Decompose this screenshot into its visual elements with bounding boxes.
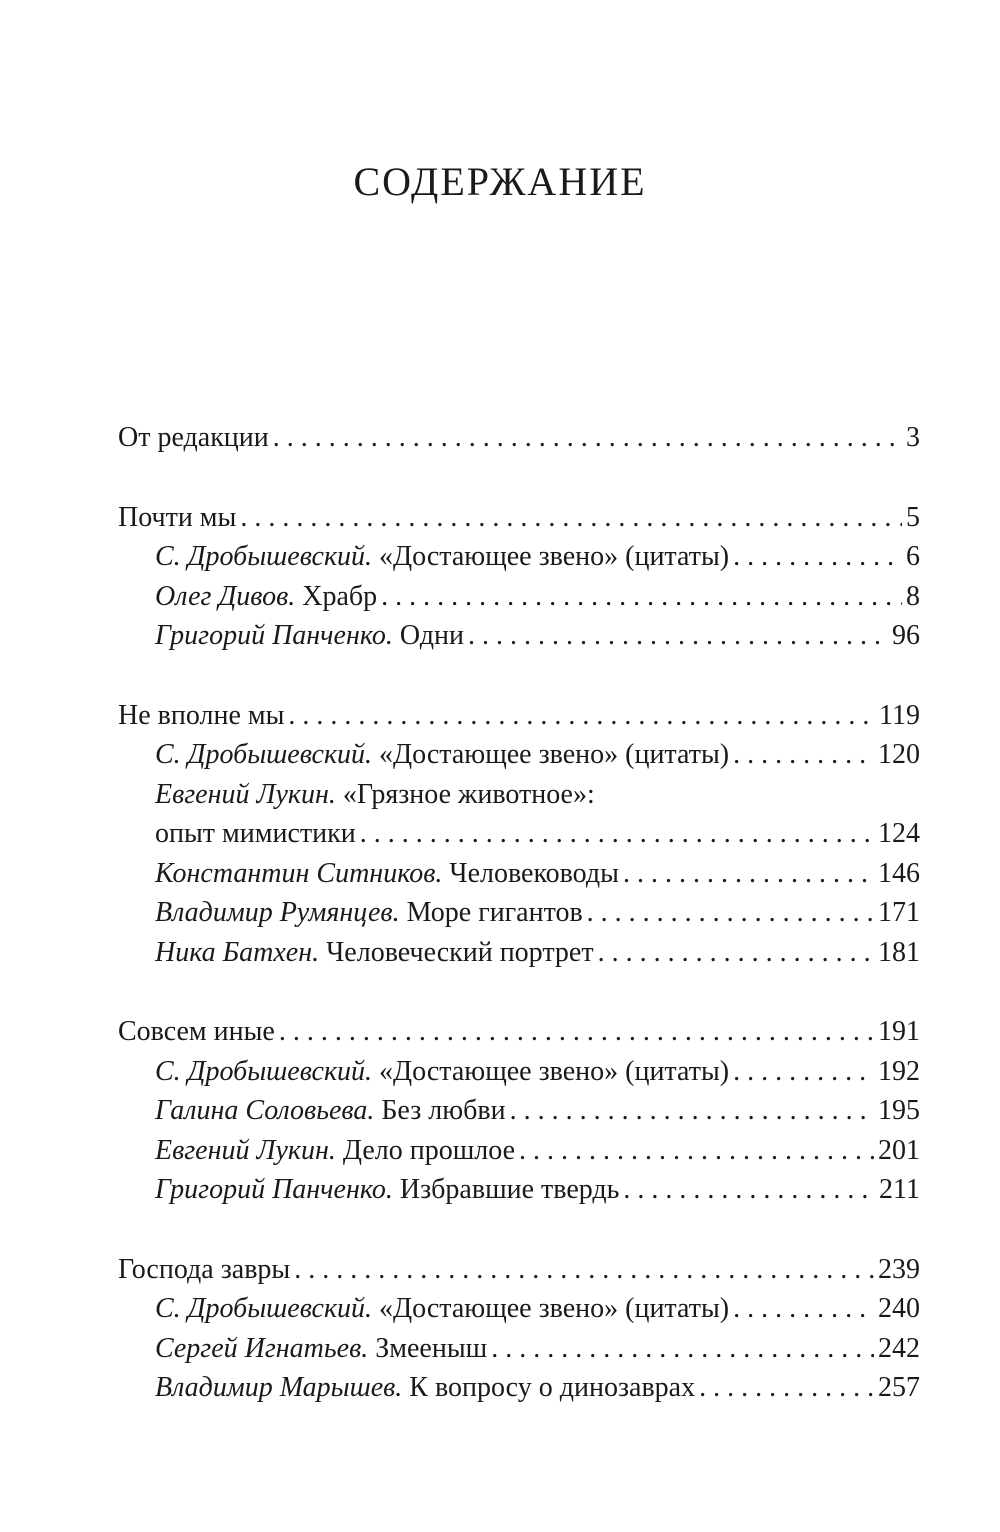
leader-dots (519, 1131, 874, 1171)
entry-title-continuation: опыт мимистики (155, 818, 356, 849)
toc-entry[interactable] (118, 893, 920, 933)
entry-author: С. Дробышевский. (155, 1293, 373, 1324)
toc-section (118, 1012, 920, 1210)
entry-title: Море гигантов (406, 897, 583, 928)
toc-section-heading[interactable] (118, 498, 920, 538)
leader-dots (294, 1250, 874, 1290)
toc-entry[interactable] (118, 735, 920, 775)
entry-title: Человеководы (449, 857, 619, 889)
toc-entry[interactable] (118, 616, 920, 656)
leader-dots (699, 1368, 874, 1408)
section-title: Совсем иные (118, 1016, 275, 1047)
entry-title: «Достающее звено» (цитаты) (379, 1055, 730, 1087)
toc-section-heading[interactable] (118, 1250, 920, 1290)
toc-section (118, 418, 920, 458)
page-number: 192 (878, 1055, 920, 1087)
section-title: Не вполне мы (118, 699, 285, 731)
toc-entry[interactable] (118, 1368, 920, 1408)
leader-dots (623, 854, 874, 894)
page-number: 3 (906, 422, 920, 453)
leader-dots (273, 418, 902, 458)
toc-section-heading[interactable] (118, 418, 920, 458)
entry-author: Константин Ситников. (155, 857, 443, 889)
page-number: 239 (878, 1253, 920, 1285)
page-number: 120 (878, 739, 920, 770)
leader-dots (623, 1170, 875, 1210)
leader-dots (733, 537, 902, 577)
entry-author: Сергей Игнатьев. (155, 1332, 369, 1364)
leader-dots (510, 1091, 874, 1131)
page-number: 240 (878, 1293, 920, 1324)
entry-author: Галина Соловьева. (155, 1095, 375, 1126)
page-number: 257 (878, 1372, 920, 1403)
entry-title: Одни (399, 620, 464, 651)
entry-author: Григорий Панченко. (155, 1174, 393, 1205)
entry-title: «Достающее звено» (цитаты) (379, 739, 730, 770)
entry-title: «Достающее звено» (цитаты) (379, 541, 730, 572)
toc-entry[interactable] (118, 1289, 920, 1329)
entry-title: Без любви (381, 1095, 506, 1126)
page-number: 211 (879, 1174, 920, 1205)
leader-dots (360, 814, 874, 854)
entry-title: «Достающее звено» (цитаты) (379, 1293, 730, 1324)
entry-title: К вопросу о динозаврах (409, 1372, 696, 1403)
leader-dots (288, 696, 875, 736)
page-number: 5 (906, 501, 920, 533)
toc-entry[interactable] (118, 933, 920, 973)
table-of-contents (118, 418, 920, 1448)
page-number: 124 (878, 818, 920, 849)
entry-title: Человеческий портрет (326, 936, 594, 968)
entry-author: Владимир Румянцев. (155, 897, 400, 928)
toc-entry[interactable] (118, 1131, 920, 1171)
page-number: 146 (878, 857, 920, 889)
toc-entry-continuation[interactable] (118, 814, 920, 854)
entry-title: Дело прошлое (342, 1134, 516, 1166)
page-number: 6 (906, 541, 920, 572)
section-title: Почти мы (118, 501, 237, 533)
entry-author: Ника Батхен. (155, 936, 320, 968)
page-number: 8 (906, 580, 920, 612)
leader-dots (491, 1329, 874, 1369)
entry-title: Избравшие твердь (399, 1174, 620, 1205)
entry-title: Храбр (302, 580, 378, 612)
page-number: 119 (879, 699, 920, 731)
entry-title: Змееныш (375, 1332, 488, 1364)
entry-title: «Грязное животное»: (342, 778, 595, 810)
entry-author: Григорий Панченко. (155, 620, 393, 651)
toc-section (118, 696, 920, 973)
toc-entry[interactable] (118, 537, 920, 577)
toc-entry[interactable] (118, 1329, 920, 1369)
leader-dots (598, 933, 874, 973)
toc-entry[interactable] (118, 1052, 920, 1092)
entry-author: С. Дробышевский. (155, 1055, 373, 1087)
page-number: 201 (878, 1134, 920, 1166)
entry-author: С. Дробышевский. (155, 541, 373, 572)
entry-author: Евгений Лукин. (155, 1134, 336, 1166)
toc-entry[interactable] (118, 1091, 920, 1131)
leader-dots (381, 577, 902, 617)
toc-entry[interactable] (118, 577, 920, 617)
toc-section (118, 1250, 920, 1408)
page-number: 181 (878, 936, 920, 968)
toc-section (118, 498, 920, 656)
toc-entry[interactable] (118, 854, 920, 894)
section-title: Господа завры (118, 1253, 291, 1285)
entry-author: Владимир Марышев. (155, 1372, 403, 1403)
page-number: 96 (892, 620, 920, 651)
page-number: 242 (878, 1332, 920, 1364)
entry-author: Евгений Лукин. (155, 778, 336, 810)
page-number: 195 (878, 1095, 920, 1126)
leader-dots (733, 1289, 874, 1329)
page-number: 191 (878, 1016, 920, 1047)
section-title: От редакции (118, 422, 269, 453)
leader-dots (240, 498, 902, 538)
page-title: СОДЕРЖАНИЕ (353, 159, 647, 204)
toc-entry[interactable] (118, 775, 920, 815)
toc-section-heading[interactable] (118, 1012, 920, 1052)
leader-dots (587, 893, 874, 933)
leader-dots (468, 616, 888, 656)
entry-author: С. Дробышевский. (155, 739, 373, 770)
leader-dots (279, 1012, 874, 1052)
leader-dots (733, 735, 874, 775)
leader-dots (733, 1052, 874, 1092)
entry-author: Олег Дивов. (155, 580, 296, 612)
toc-section-heading[interactable] (118, 696, 920, 736)
toc-entry[interactable] (118, 1170, 920, 1210)
page-number: 171 (878, 897, 920, 928)
